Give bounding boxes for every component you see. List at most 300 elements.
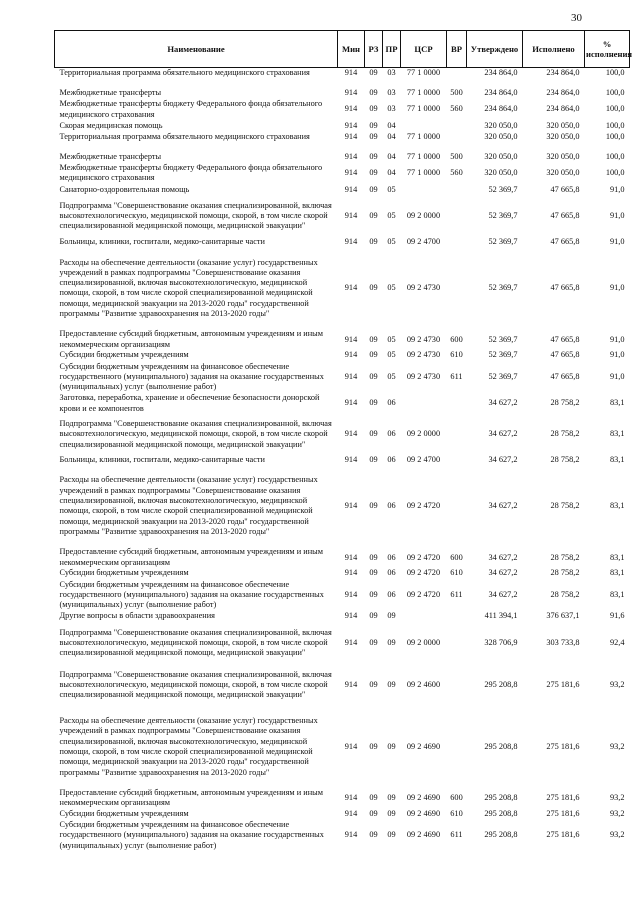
row-spacer [55,247,630,257]
row-name: Подпрограмма "Совершенствование оказания специализированной, включая высокотехнологическую, медицинской помощи, скорой, в том числе скорой специализированной медицинской помощи, медицинской эвакуации" [59,200,332,231]
row-name: Предоставление субсидий бюджетным, автономным учреждениям и иным некоммерческим организациям [59,787,323,808]
row-approved-amount: 295 208,8 [484,793,518,803]
row-name: Предоставление субсидий бюджетным, автономным учреждениям и иным некоммерческим организациям [59,547,323,567]
row-target-article-code: 09 2 4720 [406,552,441,562]
row-executed-amount: 320 050,0 [546,120,580,130]
row-expense-type-code: 560 [450,168,463,178]
table-row [55,414,630,455]
row-approved-amount: 320 050,0 [484,120,518,130]
row-target-article-code: 09 2 4730 [406,350,441,360]
row-execution-percent: 100,0 [605,104,625,114]
row-target-article-code [401,184,447,195]
row-expense-type-code [447,475,467,537]
row-section-code: 09 [369,283,378,293]
row-section-code: 09 [369,350,378,360]
row-subsection-code: 05 [387,184,396,194]
row-approved-amount: 52 369,7 [488,184,518,194]
row-subsection-code: 06 [387,501,396,511]
row-name: Больницы, клиники, госпитали, медико-санитарные части [59,455,265,465]
row-ministry-code: 914 [344,589,358,599]
row-name: Территориальная программа обязательного медицинского страхования [59,68,310,77]
column-header-csr: ЦСР [401,31,447,68]
row-subsection-code: 05 [387,211,396,221]
row-expense-type-code [447,257,467,319]
page-number: 30 [571,12,582,24]
row-subsection-code: 03 [387,68,396,77]
row-subsection-code: 04 [387,120,396,130]
row-target-article-code: 09 2 0000 [406,429,441,439]
row-approved-amount: 52 369,7 [488,211,518,221]
table-row [55,475,630,537]
row-ministry-code: 914 [344,568,358,578]
row-approved-amount: 34 627,2 [488,429,518,439]
row-section-code: 09 [369,793,378,803]
row-subsection-code: 09 [387,741,396,751]
row-execution-percent: 93,2 [609,830,625,840]
row-expense-type-code: 610 [450,568,463,578]
table-body [55,68,630,852]
row-execution-percent: 83,1 [609,589,625,599]
row-target-article-code: 77 1 0000 [406,104,441,114]
row-section-code: 09 [369,741,378,751]
table-row [55,257,630,319]
row-section-code: 09 [369,168,378,178]
row-ministry-code: 914 [344,808,358,818]
row-spacer [55,465,630,475]
row-target-article-code [401,393,447,414]
table-row [55,568,630,579]
row-executed-amount: 28 758,2 [550,455,580,465]
row-approved-amount: 295 208,8 [484,830,518,840]
row-subsection-code: 05 [387,283,396,293]
row-target-article-code: 09 2 4730 [406,334,441,344]
table-row [55,162,630,184]
row-ministry-code: 914 [344,283,358,293]
table-row [55,237,630,247]
row-name: Расходы на обеспечение деятельности (оказание услуг) государственных учреждений в рамках подпрограммы "Совершенствование оказания специализированной, включая высокотехнологическую, медицинской помощи, скорой, в том числе скорой специализированной медицинской помощи, медицинской эвакуации на 2013-2020 годы" государственной программы "Развитие здравоохранения на 2013-2020 годы" [59,257,318,319]
row-name: Субсидии бюджетным учреждениям [59,350,189,360]
row-execution-percent: 100,0 [605,68,625,77]
table-row [55,664,630,706]
table-row [55,329,630,350]
row-approved-amount: 52 369,7 [488,283,518,293]
row-expense-type-code [447,664,467,706]
row-ministry-code: 914 [344,398,358,408]
row-section-code: 09 [369,808,378,818]
row-target-article-code [401,121,447,132]
table-row [55,547,630,568]
row-execution-percent: 93,2 [609,808,625,818]
row-execution-percent: 83,1 [609,501,625,511]
row-expense-type-code [447,195,467,237]
row-subsection-code: 09 [387,611,396,621]
row-expense-type-code: 610 [450,808,463,818]
row-approved-amount: 34 627,2 [488,568,518,578]
row-execution-percent: 83,1 [609,398,625,408]
row-expense-type-code: 500 [450,88,463,98]
row-section-code: 09 [369,552,378,562]
row-subsection-code: 05 [387,237,396,247]
row-execution-percent: 83,1 [609,429,625,439]
row-expense-type-code: 611 [450,371,463,381]
row-execution-percent: 91,0 [609,350,625,360]
row-approved-amount: 34 627,2 [488,398,518,408]
row-approved-amount: 320 050,0 [484,168,518,178]
row-approved-amount: 234 864,0 [484,104,518,114]
row-executed-amount: 28 758,2 [550,398,580,408]
row-ministry-code: 914 [344,611,358,621]
row-approved-amount: 320 050,0 [484,131,518,141]
row-subsection-code: 05 [387,350,396,360]
row-target-article-code: 09 2 4720 [406,589,441,599]
row-section-code: 09 [369,131,378,141]
row-approved-amount: 295 208,8 [484,741,518,751]
row-spacer [55,706,630,716]
row-expense-type-code: 610 [450,350,463,360]
row-execution-percent: 91,0 [609,211,625,221]
row-spacer [55,778,630,788]
row-ministry-code: 914 [344,350,358,360]
row-subsection-code: 05 [387,334,396,344]
row-approved-amount: 52 369,7 [488,334,518,344]
row-ministry-code: 914 [344,168,358,178]
row-ministry-code: 914 [344,184,358,194]
row-name: Межбюджетные трансферты [59,151,162,161]
row-section-code: 09 [369,211,378,221]
row-approved-amount: 34 627,2 [488,552,518,562]
row-section-code: 09 [369,568,378,578]
row-section-code: 09 [369,398,378,408]
row-execution-percent: 100,0 [605,151,625,161]
row-expense-type-code [447,414,467,455]
column-header-executed: Исполнено [523,31,585,68]
row-execution-percent: 91,0 [609,184,625,194]
row-execution-percent: 91,6 [609,611,625,621]
row-ministry-code: 914 [344,151,358,161]
row-subsection-code: 04 [387,151,396,161]
row-target-article-code: 77 1 0000 [406,151,441,161]
row-name: Предоставление субсидий бюджетным, автономным учреждениям и иным некоммерческим организациям [59,329,323,349]
row-executed-amount: 28 758,2 [550,552,580,562]
row-section-code: 09 [369,589,378,599]
row-ministry-code: 914 [344,131,358,141]
row-approved-amount: 234 864,0 [484,68,518,77]
row-executed-amount: 28 758,2 [550,589,580,599]
row-section-code: 09 [369,637,378,647]
row-expense-type-code: 600 [450,793,463,803]
row-approved-amount: 320 050,0 [484,151,518,161]
row-expense-type-code [447,622,467,664]
row-section-code: 09 [369,104,378,114]
column-header-percent: % исполнения [585,31,630,68]
row-expense-type-code [447,455,467,465]
row-expense-type-code [447,132,467,142]
row-target-article-code: 09 2 4700 [406,455,441,465]
row-section-code: 09 [369,88,378,98]
row-execution-percent: 93,2 [609,741,625,751]
row-section-code: 09 [369,237,378,247]
row-executed-amount: 275 181,6 [546,808,580,818]
row-expense-type-code [447,716,467,778]
row-approved-amount: 295 208,8 [484,679,518,689]
table-row [55,393,630,414]
row-ministry-code: 914 [344,830,358,840]
row-executed-amount: 47 665,8 [550,371,580,381]
row-name: Скорая медицинская помощь [59,120,163,130]
row-expense-type-code: 560 [450,104,463,114]
row-executed-amount: 47 665,8 [550,334,580,344]
row-ministry-code: 914 [344,334,358,344]
row-section-code: 09 [369,184,378,194]
row-subsection-code: 06 [387,552,396,562]
row-target-article-code: 09 2 4690 [406,808,441,818]
row-target-article-code: 09 2 4690 [406,830,441,840]
row-execution-percent: 100,0 [605,88,625,98]
row-ministry-code: 914 [344,88,358,98]
row-subsection-code: 09 [387,679,396,689]
table-row [55,788,630,809]
table-row [55,195,630,237]
row-name: Санаторно-оздоровительная помощь [59,184,190,194]
row-execution-percent: 100,0 [605,168,625,178]
row-section-code: 09 [369,455,378,465]
row-ministry-code: 914 [344,211,358,221]
row-target-article-code: 09 2 0000 [406,211,441,221]
row-name: Межбюджетные трансферты бюджету Федерального фонда обязательного медицинского страхования [59,162,323,183]
row-execution-percent: 91,0 [609,283,625,293]
column-header-rz: РЗ [365,31,383,68]
row-execution-percent: 83,1 [609,455,625,465]
row-subsection-code: 09 [387,830,396,840]
row-name: Субсидии бюджетным учреждениям на финансовое обеспечение государственного (муниципального) задания на оказание государственных (муниципальных) услуг (выполнение работ) [59,579,324,610]
row-section-code: 09 [369,501,378,511]
column-header-approved: Утверждено [467,31,523,68]
row-section-code: 09 [369,679,378,689]
row-expense-type-code [447,237,467,247]
row-ministry-code: 914 [344,120,358,130]
row-target-article-code: 77 1 0000 [406,68,441,77]
row-approved-amount: 411 394,1 [484,611,518,621]
table-row [55,184,630,195]
row-executed-amount: 47 665,8 [550,211,580,221]
row-target-article-code: 09 2 4720 [406,568,441,578]
row-execution-percent: 91,0 [609,237,625,247]
row-section-code: 09 [369,429,378,439]
row-expense-type-code [447,184,467,195]
row-executed-amount: 234 864,0 [546,68,580,77]
row-target-article-code: 09 2 4600 [406,679,441,689]
row-name: Межбюджетные трансферты [59,88,162,98]
row-target-article-code: 09 2 4690 [406,741,441,751]
row-ministry-code: 914 [344,68,358,77]
row-name: Субсидии бюджетным учреждениям [59,808,189,818]
row-spacer [55,78,630,88]
row-ministry-code: 914 [344,237,358,247]
row-ministry-code: 914 [344,501,358,511]
row-executed-amount: 320 050,0 [546,168,580,178]
row-ministry-code: 914 [344,552,358,562]
row-approved-amount: 52 369,7 [488,237,518,247]
row-approved-amount: 34 627,2 [488,501,518,511]
row-ministry-code: 914 [344,371,358,381]
column-header-pr: ПР [383,31,401,68]
row-ministry-code: 914 [344,455,358,465]
row-subsection-code: 03 [387,88,396,98]
row-subsection-code: 06 [387,429,396,439]
row-ministry-code: 914 [344,741,358,751]
row-executed-amount: 275 181,6 [546,830,580,840]
row-expense-type-code [447,393,467,414]
table-row [55,350,630,361]
row-name: Межбюджетные трансферты бюджету Федерального фонда обязательного медицинского страхования [59,99,323,119]
row-name: Подпрограмма "Совершенствование оказания специализированной, включая высокотехнологическую, медицинской помощи, скорой, в том числе скорой специализированной медицинской помощи, медицинской эвакуации" [59,627,332,658]
row-spacer [55,142,630,152]
row-executed-amount: 320 050,0 [546,131,580,141]
row-section-code: 09 [369,151,378,161]
row-subsection-code: 06 [387,398,396,408]
row-section-code: 09 [369,371,378,381]
row-ministry-code: 914 [344,104,358,114]
row-section-code: 09 [369,334,378,344]
row-target-article-code: 09 2 4730 [406,283,441,293]
row-subsection-code: 09 [387,637,396,647]
table-row [55,121,630,132]
row-target-article-code: 77 1 0000 [406,131,441,141]
row-subsection-code: 05 [387,371,396,381]
row-expense-type-code [447,121,467,132]
row-target-article-code: 09 2 4700 [406,237,441,247]
row-subsection-code: 09 [387,793,396,803]
row-ministry-code: 914 [344,679,358,689]
row-name: Расходы на обеспечение деятельности (оказание услуг) государственных учреждений в рамках подпрограммы "Совершенствование оказания специализированной, включая высокотехнологическую, медицинской помощи, скорой, в том числе скорой специализированной медицинской помощи, медицинской эвакуации на 2013-2020 годы" государственной программы "Развитие здравоохранения на 2013-2020 годы" [59,716,318,777]
table-row [55,716,630,778]
row-section-code: 09 [369,830,378,840]
row-execution-percent: 93,2 [609,679,625,689]
row-executed-amount: 28 758,2 [550,568,580,578]
row-execution-percent: 93,2 [609,793,625,803]
table-row [55,88,630,98]
row-name: Субсидии бюджетным учреждениям на финансовое обеспечение государственного (муниципального) задания на оказание государственных (муниципальных) услуг (выполнение работ) [59,820,324,850]
row-subsection-code: 06 [387,455,396,465]
row-target-article-code: 09 2 4690 [406,793,441,803]
budget-table [54,30,633,852]
row-expense-type-code: 500 [450,151,463,161]
table-row [55,820,630,852]
row-executed-amount: 303 733,8 [546,637,580,647]
row-ministry-code: 914 [344,637,358,647]
row-execution-percent: 91,0 [609,371,625,381]
row-name: Территориальная программа обязательного медицинского страхования [59,131,310,141]
table-row [55,132,630,142]
row-section-code: 09 [369,120,378,130]
row-subsection-code: 09 [387,808,396,818]
row-target-article-code [401,611,447,622]
table-row [55,455,630,465]
table-row [55,611,630,622]
row-subsection-code: 06 [387,568,396,578]
row-approved-amount: 34 627,2 [488,589,518,599]
table-header [55,31,630,68]
row-expense-type-code: 611 [450,589,463,599]
row-ministry-code: 914 [344,793,358,803]
row-target-article-code: 09 2 4720 [406,501,441,511]
row-executed-amount: 234 864,0 [546,88,580,98]
column-header-min: Мин [338,31,365,68]
row-execution-percent: 83,1 [609,552,625,562]
row-expense-type-code: 600 [450,334,463,344]
row-approved-amount: 52 369,7 [488,350,518,360]
row-expense-type-code: 600 [450,552,463,562]
table-row [55,68,630,79]
row-subsection-code: 06 [387,589,396,599]
row-spacer [55,319,630,329]
row-subsection-code: 04 [387,168,396,178]
row-execution-percent: 100,0 [605,120,625,130]
row-execution-percent: 91,0 [609,334,625,344]
row-target-article-code: 09 2 4730 [406,371,441,381]
row-name: Субсидии бюджетным учреждениям на финансовое обеспечение государственного (муниципального) задания на оказание государственных (муниципальных) услуг (выполнение работ) [59,361,324,392]
table-row [55,99,630,121]
row-approved-amount: 234 864,0 [484,88,518,98]
row-executed-amount: 47 665,8 [550,350,580,360]
column-header-name: Наименование [55,31,338,68]
row-section-code: 09 [369,68,378,77]
column-header-vr: ВР [447,31,467,68]
row-approved-amount: 34 627,2 [488,455,518,465]
row-executed-amount: 47 665,8 [550,184,580,194]
row-name: Подпрограмма "Совершенствование оказания специализированной, включая высокотехнологическую, медицинской помощи, скорой, в том числе скорой специализированной медицинской помощи, медицинской эвакуации" [59,419,332,449]
row-execution-percent: 100,0 [605,131,625,141]
row-subsection-code: 03 [387,104,396,114]
row-name: Другие вопросы в области здравоохранения [59,611,215,621]
row-executed-amount: 320 050,0 [546,151,580,161]
row-executed-amount: 47 665,8 [550,237,580,247]
row-section-code: 09 [369,611,378,621]
table-row [55,361,630,393]
row-executed-amount: 47 665,8 [550,283,580,293]
row-execution-percent: 92,4 [609,637,625,647]
row-executed-amount: 376 637,1 [546,611,580,621]
row-expense-type-code: 611 [450,830,463,840]
table-row [55,809,630,820]
row-approved-amount: 328 706,9 [484,637,518,647]
row-execution-percent: 83,1 [609,568,625,578]
row-executed-amount: 275 181,6 [546,793,580,803]
row-executed-amount: 28 758,2 [550,501,580,511]
row-executed-amount: 275 181,6 [546,741,580,751]
row-target-article-code: 09 2 0000 [406,637,441,647]
row-spacer [55,537,630,547]
table-row [55,579,630,611]
row-target-article-code: 77 1 0000 [406,88,441,98]
table-row [55,622,630,664]
row-approved-amount: 52 369,7 [488,371,518,381]
row-executed-amount: 234 864,0 [546,104,580,114]
row-target-article-code: 77 1 0000 [406,168,441,178]
row-subsection-code: 04 [387,131,396,141]
row-approved-amount: 295 208,8 [484,808,518,818]
row-expense-type-code [447,611,467,622]
row-executed-amount: 28 758,2 [550,429,580,439]
row-expense-type-code [447,68,467,79]
row-name: Субсидии бюджетным учреждениям [59,568,189,578]
row-name: Подпрограмма "Совершенствование оказания специализированной, включая высокотехнологическую, медицинской помощи, скорой, в том числе скорой специализированной медицинской помощи, медицинской эвакуации" [59,669,332,700]
row-name: Больницы, клиники, госпитали, медико-санитарные части [59,237,265,247]
row-executed-amount: 275 181,6 [546,679,580,689]
table-row [55,152,630,162]
row-ministry-code: 914 [344,429,358,439]
row-name: Заготовка, переработка, хранение и обеспечение безопасности донорской крови и ее компонентов [59,393,320,413]
